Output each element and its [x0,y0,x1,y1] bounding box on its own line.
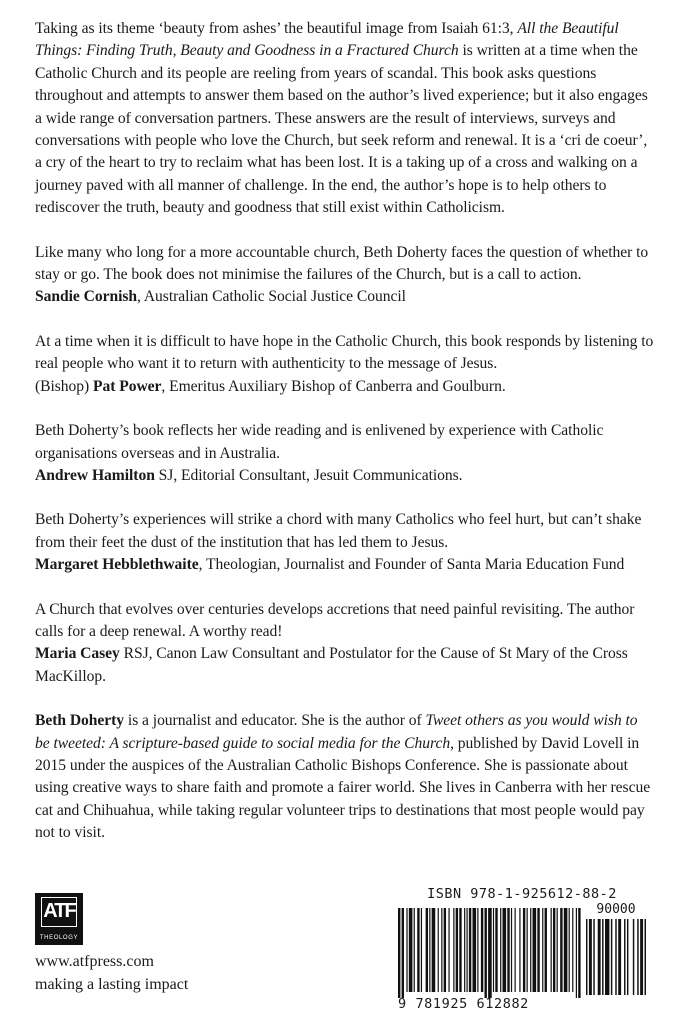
barcode-bar [637,919,638,995]
barcode-bar [598,919,601,995]
isbn-label: ISBN 978-1-925612-88-2 [427,886,617,902]
barcode-bar [406,908,407,992]
barcode-bar [624,919,625,995]
endorser-name: Pat Power [93,377,162,395]
barcode-bar [459,908,461,992]
barcode-bar [484,908,486,998]
book-title: All the Beautiful Things: Finding Truth, Beauty and Goodness in a Fractured Church [35,20,619,60]
barcode-bar [441,908,442,992]
publisher-tagline: making a lasting impact [35,976,189,993]
publisher-website: www.atfpress.com [35,953,154,970]
barcode-bar [578,908,580,998]
barcode-bar [560,908,562,992]
barcode-bar [500,908,501,992]
endorsement-attribution: Andrew Hamilton SJ, Editorial Consultant, Jesuit Communications. [35,466,463,484]
barcode-bar [444,908,446,992]
barcode-bar [589,919,592,995]
barcode-bar [530,908,531,992]
barcode-bar [477,908,478,992]
back-cover-text [35,18,655,845]
barcode-bar [537,908,539,992]
logo-word: THEOLOGY [39,935,79,941]
endorsement-attribution: (Bishop) Pat Power, Emeritus Auxiliary Bishop of Canberra and Goulburn. [35,377,506,395]
barcode-bar [511,908,512,992]
barcode-bar [627,919,628,995]
barcode-bar [542,908,543,992]
barcode-bar [481,908,483,992]
barcode-bar [576,908,577,998]
barcode-bar [551,908,552,992]
barcode-bar [438,908,439,992]
endorsement-attribution: Sandie Cornish, Australian Catholic Social Justice Council [35,288,406,306]
endorsement-attribution: Maria Casey RSJ, Canon Law Consultant and Postulator for the Cause of St Mary of the Cross MacKillop. [35,645,628,685]
author-name: Beth Doherty [35,712,125,730]
endorser-name: Margaret Hebblethwaite [35,556,199,574]
barcode-bar [432,908,436,992]
barcode-bar [472,908,476,992]
previous-book-title: Tweet others as you would wish to be tweeted: A scripture-based guide to social media for the Church [35,712,638,752]
barcode-bar [605,919,609,995]
barcode-bar [456,908,458,992]
barcode-bar [593,919,594,995]
barcode-bar [557,908,558,992]
barcode-bar [633,919,634,995]
barcode-bar [564,908,568,992]
barcode-bar [464,908,465,992]
endorsement-quote: At a time when it is difficult to have hope in the Catholic Church, this book responds by listening to real people who want it to return with authenticity to the message of Jesus. [35,332,654,373]
barcode-bar [409,908,413,992]
barcode-bar [495,908,497,992]
barcode-bar [426,908,428,992]
publisher-info [35,950,188,996]
barcode-bar [572,908,573,992]
intro-text: Taking as its theme ‘beauty from ashes’ the beautiful image from Isaiah 61:3, [35,20,518,37]
addon-barcode-bars [586,919,646,995]
barcode-bar [523,908,525,992]
barcode-bar [602,919,603,995]
barcode-bar [448,908,449,992]
price-code: 90000 [596,902,636,917]
barcode-bar [466,908,467,992]
barcode-bar [545,908,547,992]
barcode-bar [503,908,507,992]
barcode-bar [615,919,616,995]
barcode-bar [515,908,516,992]
barcode-number: 9 781925 612882 [398,996,529,1012]
barcode-bar [469,908,471,992]
barcode-bar [527,908,528,992]
barcode-bar [429,908,430,992]
endorsement-quote: Beth Doherty’s experiences will strike a chord with many Catholics who feel hurt, but can’t shake from their feet the dust of the institution that has led them to Jesus. [35,511,642,551]
barcode-bar [519,908,520,992]
endorsement-attribution: Margaret Hebblethwaite, Theologian, Journalist and Founder of Santa Maria Education Fund [35,556,625,574]
barcode-bars [398,908,583,998]
endorser-name: Andrew Hamilton [35,466,155,484]
barcode-bar [611,919,612,995]
barcode-bar [533,908,537,992]
endorser-name: Sandie Cornish [35,288,137,306]
barcode-bar [645,919,646,995]
barcode-bar [417,908,419,992]
atf-theology-logo [35,893,83,945]
intro-text-continued: is written at a time when the Catholic Church and its people are reeling from years of scandal. This book asks questions throughout and attempts to answer them based on the author’s lived experience; but it also engages a wide range of conversation partners. These answers are the result of interviews, surveys and conversations with people who love the Church, but seek reform and renewal. It is a ‘cri de coeur’, a cry of the heart to try to reclaim what has been lost. It is a taking up of a cross and walking on a journey paved with all manner of challenge. In the end, the author’s hope is to help others to rediscover the truth, beauty and goodness that still exist within Catholicism. [35,42,648,217]
barcode-bar [618,919,621,995]
barcode-bar [414,908,415,992]
barcode-bar [507,908,509,992]
author-bio: Beth Doherty is a journalist and educator. She is the author of Tweet others as you would wish to be tweeted: A scripture-based guide to social media for the Church, published by David Lovell in 2015 under the auspices of the Australian Catholic Bishops Conference. She is passionate about using creative ways to share faith and promote a fairer world. She lives in Canberra with her rescue cat and Chihuahua, while taking regular volunteer trips to destinations that most people would pay not to visit. [35,712,651,842]
barcode-bar [640,919,643,995]
barcode-bar [488,908,492,998]
barcode-bar [569,908,570,992]
barcode-bar [453,908,454,992]
endorsement-quote: Beth Doherty’s book reflects her wide reading and is enlivened by experience with Catholic organisations overseas and in Australia. [35,422,604,462]
endorsement-quote: Like many who long for a more accountable church, Beth Doherty faces the question of whether to stay or go. The book does not minimise the failures of the Church, but is a call to action. [35,243,649,284]
logo-mark: ATF [43,900,75,922]
barcode-bar [586,919,587,995]
barcode-bar [421,908,422,992]
barcode-bar [402,908,404,998]
isbn-barcode [398,886,646,1014]
barcode-bar [553,908,555,992]
endorsement-quote: A Church that evolves over centuries develops accretions that need painful revisiting. The author calls for a deep renewal. A worthy read! [35,600,635,640]
barcode-bar [493,908,494,992]
barcode-bar [398,908,400,998]
intro-paragraph [35,18,655,220]
endorser-name: Maria Casey [35,645,120,663]
